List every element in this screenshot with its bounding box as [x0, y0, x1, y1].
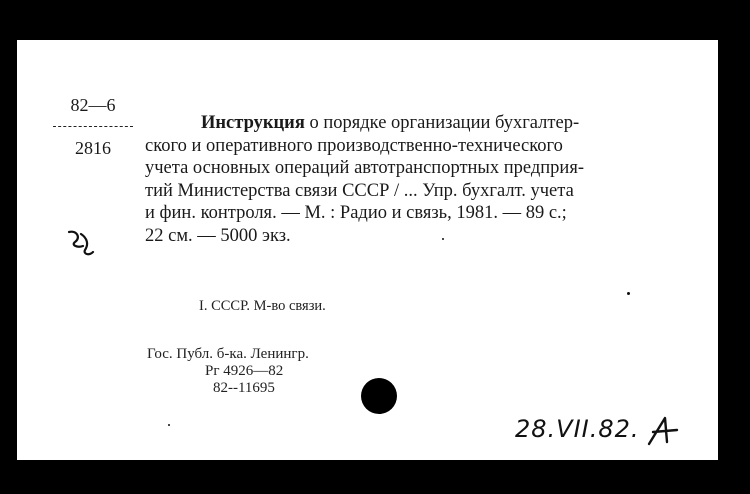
card-number: 82--11695	[213, 380, 275, 396]
entry-line-6: 22 см. — 5000 экз.	[145, 225, 291, 246]
entry-line-3: учета основных операций автотранспортных предприя-	[145, 158, 584, 178]
entry-line-1	[145, 112, 709, 135]
handwritten-initial	[645, 414, 681, 448]
handwritten-mark	[63, 228, 103, 262]
classification-divider	[53, 126, 133, 127]
entry-title-word: Инструкция	[201, 113, 305, 133]
classification-number	[59, 96, 127, 157]
punch-hole	[361, 378, 397, 414]
ink-speck	[442, 238, 444, 240]
entry-line-4: тий Министерства связи СССР / ... Упр. бухгалт. учета	[145, 180, 574, 201]
entry-line-5: и фин. контроля. — М. : Радио и связь, 1981. — 89 с.;	[145, 203, 567, 223]
handwritten-date: 28.VII.82.	[515, 415, 640, 443]
entry-line-1-text: о порядке организации бухгалтер-	[304, 113, 580, 133]
classification-top: 82—6	[70, 95, 116, 115]
classification-bottom: 2816	[75, 138, 111, 158]
ink-speck	[627, 292, 630, 295]
library-name: Гос. Публ. б-ка. Ленингр.	[147, 346, 309, 362]
ink-speck	[168, 424, 170, 426]
holding-library	[147, 346, 309, 397]
entry-line-2: ского и оперативного производственно-технического	[145, 135, 563, 156]
catalog-card	[17, 40, 718, 460]
library-code: Рг 4926—82	[205, 363, 284, 379]
subject-tracing: I. СССР. М-во связи.	[199, 298, 326, 314]
bibliographic-entry	[145, 112, 709, 247]
